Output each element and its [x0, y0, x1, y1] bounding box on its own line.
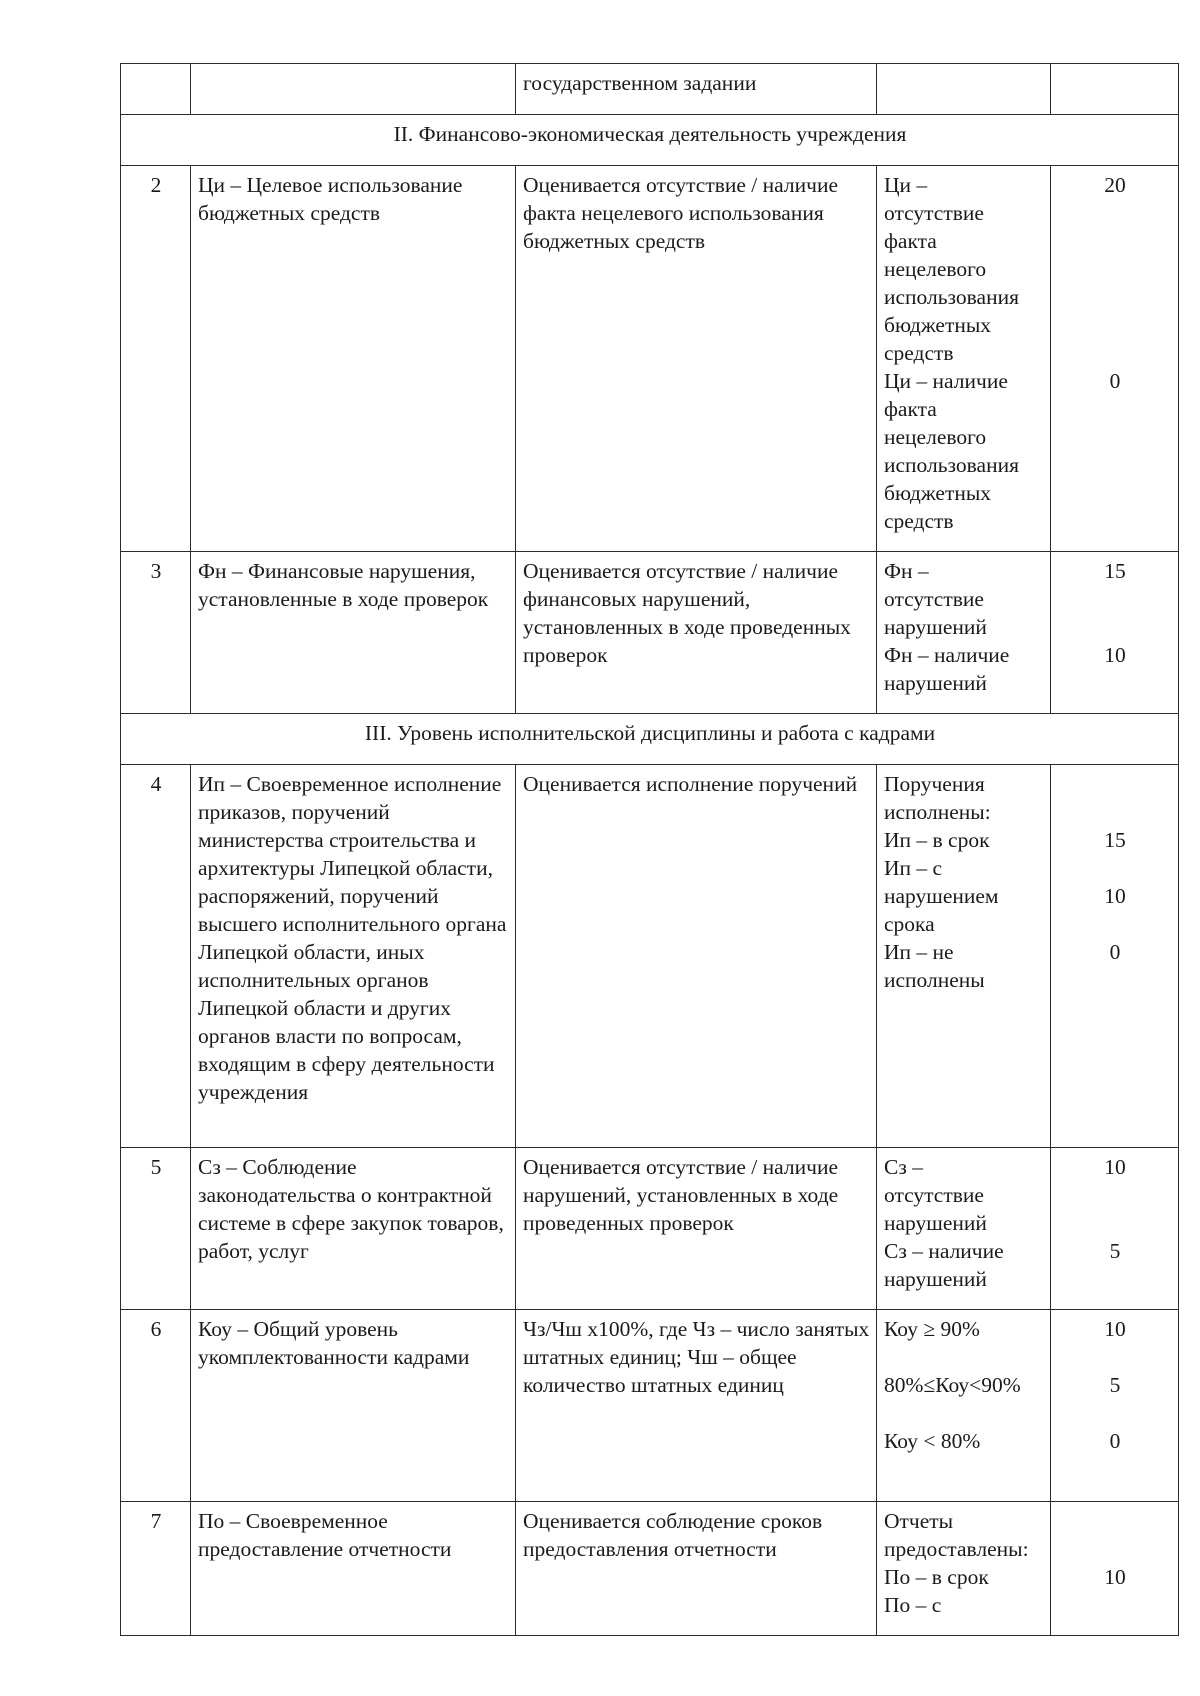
- criteria-line: использования: [884, 453, 1019, 477]
- criteria-cell: [877, 1148, 1051, 1310]
- criteria-line: нарушений: [884, 671, 987, 695]
- criteria-line: Сз – наличие: [884, 1239, 1004, 1263]
- section-title: II. Финансово-экономическая деятельность учреждения: [121, 115, 1179, 166]
- criteria-line: факта: [884, 229, 937, 253]
- criteria-line: Ип – с: [884, 856, 943, 880]
- criteria-line: использования: [884, 285, 1019, 309]
- indicator-cell: Сз – Соблюдение законодательства о контрактной системе в сфере закупок товаров, работ, услуг: [191, 1148, 516, 1310]
- section-row: [121, 115, 1179, 166]
- row-number: 7: [121, 1502, 191, 1636]
- criteria-line: предоставлены:: [884, 1537, 1029, 1561]
- points-value: 15: [1104, 559, 1126, 583]
- criteria-cell: [877, 765, 1051, 1148]
- section-title: III. Уровень исполнительской дисциплины и работа с кадрами: [121, 714, 1179, 765]
- criteria-line: срока: [884, 912, 935, 936]
- indicator-cell: Ип – Своевременное исполнение приказов, поручений министерства строительства и архитектуры Липецкой области, распоряжений, поручений высшего исполнительного органа Липецкой области, иных исполнительных органов Липецкой области и других органов власти по вопросам, входящим в сферу деятельности учреждения: [191, 765, 516, 1148]
- points-value: 10: [1104, 643, 1126, 667]
- num-cell: [121, 64, 191, 115]
- criteria-cell: [877, 166, 1051, 552]
- criteria-line: 80%≤Коу<90%: [884, 1373, 1021, 1397]
- indicator-cell: Ци – Целевое использование бюджетных средств: [191, 166, 516, 552]
- points-value: 5: [1109, 1239, 1121, 1263]
- points-value: 0: [1109, 940, 1121, 964]
- criteria-line: Ци – наличие: [884, 369, 1008, 393]
- points-cell: [1051, 1148, 1179, 1310]
- method-cell: Чз/Чш х100%, где Чз – число занятых штатных единиц; Чш – общее количество штатных единиц: [516, 1310, 877, 1502]
- points-value: 10: [1104, 1155, 1126, 1179]
- criteria-line: нецелевого: [884, 425, 987, 449]
- table-row: [121, 166, 1179, 552]
- criteria-cell: [877, 1502, 1051, 1636]
- table-row: [121, 552, 1179, 714]
- criteria-line: Ип – в срок: [884, 828, 990, 852]
- criteria-cell: [877, 64, 1051, 115]
- criteria-line: Коу ≥ 90%: [884, 1317, 980, 1341]
- criteria-line: Сз –: [884, 1155, 923, 1179]
- row-number: 6: [121, 1310, 191, 1502]
- points-cell: [1051, 552, 1179, 714]
- criteria-line: Коу < 80%: [884, 1429, 981, 1453]
- criteria-line: исполнены: [884, 968, 985, 992]
- table-row: [121, 1310, 1179, 1502]
- points-cell: [1051, 1502, 1179, 1636]
- criteria-line: факта: [884, 397, 937, 421]
- method-cell: Оценивается исполнение поручений: [516, 765, 877, 1148]
- criteria-line: отсутствие: [884, 1183, 984, 1207]
- indicator-cell: [191, 64, 516, 115]
- points-value: 20: [1104, 173, 1126, 197]
- points-value: 10: [1104, 1317, 1126, 1341]
- method-cell: Оценивается отсутствие / наличие финансовых нарушений, установленных в ходе проведенных проверок: [516, 552, 877, 714]
- points-value: 10: [1104, 884, 1126, 908]
- criteria-line: Ци –: [884, 173, 928, 197]
- method-cell: Оценивается отсутствие / наличие факта нецелевого использования бюджетных средств: [516, 166, 877, 552]
- table-row: [121, 64, 1179, 115]
- method-cell: Оценивается соблюдение сроков предоставления отчетности: [516, 1502, 877, 1636]
- criteria-line: Ип – не: [884, 940, 954, 964]
- criteria-table: [120, 63, 1179, 1636]
- criteria-line: Отчеты: [884, 1509, 954, 1533]
- criteria-line: нарушений: [884, 1267, 987, 1291]
- criteria-cell: [877, 552, 1051, 714]
- section-row: [121, 714, 1179, 765]
- criteria-line: нарушений: [884, 615, 987, 639]
- criteria-line: нарушением: [884, 884, 999, 908]
- method-cell: государственном задании: [516, 64, 877, 115]
- criteria-line: бюджетных: [884, 313, 992, 337]
- points-cell: [1051, 166, 1179, 552]
- criteria-line: нецелевого: [884, 257, 987, 281]
- table-row: [121, 765, 1179, 1148]
- criteria-line: Фн – наличие: [884, 643, 1010, 667]
- criteria-line: нарушений: [884, 1211, 987, 1235]
- criteria-line: Фн –: [884, 559, 929, 583]
- criteria-cell: [877, 1310, 1051, 1502]
- points-cell: [1051, 1310, 1179, 1502]
- points-value: 0: [1109, 1429, 1121, 1453]
- criteria-line: По – в срок: [884, 1565, 989, 1589]
- criteria-line: Поручения: [884, 772, 985, 796]
- row-number: 4: [121, 765, 191, 1148]
- points-value: 0: [1109, 369, 1121, 393]
- table-row: [121, 1148, 1179, 1310]
- indicator-cell: Коу – Общий уровень укомплектованности кадрами: [191, 1310, 516, 1502]
- criteria-line: исполнены:: [884, 800, 991, 824]
- indicator-cell: По – Своевременное предоставление отчетности: [191, 1502, 516, 1636]
- row-number: 2: [121, 166, 191, 552]
- points-value: 5: [1109, 1373, 1121, 1397]
- criteria-line: По – с: [884, 1593, 942, 1617]
- points-cell: [1051, 765, 1179, 1148]
- indicator-cell: Фн – Финансовые нарушения, установленные в ходе проверок: [191, 552, 516, 714]
- method-cell: Оценивается отсутствие / наличие нарушений, установленных в ходе проведенных проверок: [516, 1148, 877, 1310]
- points-cell: [1051, 64, 1179, 115]
- criteria-line: отсутствие: [884, 201, 984, 225]
- row-number: 5: [121, 1148, 191, 1310]
- table-row: [121, 1502, 1179, 1636]
- criteria-line: бюджетных: [884, 481, 992, 505]
- criteria-line: средств: [884, 509, 954, 533]
- points-value: 15: [1104, 828, 1126, 852]
- criteria-line: средств: [884, 341, 954, 365]
- criteria-line: отсутствие: [884, 587, 984, 611]
- points-value: 10: [1104, 1565, 1126, 1589]
- row-number: 3: [121, 552, 191, 714]
